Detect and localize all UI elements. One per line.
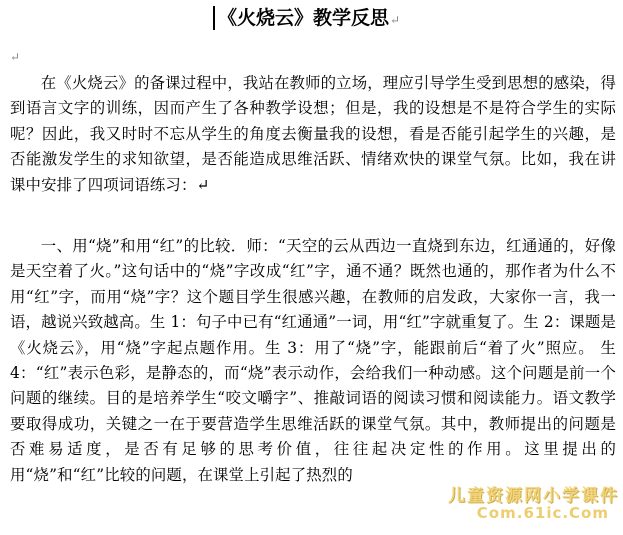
paragraph-mark-icon: ↵ [10,50,21,64]
body-paragraph-1: 在《火烧云》的备课过程中，我站在教师的立场，理应引导学生受到思想的感染，得到语言文字的训练，因而产生了各种教学设想；但是，我的设想是不是符合学生的实际呢？因此，我又时时不忘从学生的角度去衡量我的设想，看是否能引起学生的兴趣，是否能激发学生的求知欲望，是否能造成思维活跃、情绪欢快的课堂气氛。比如，我在讲课中安排了四项词语练习：↵ [10,74,616,194]
document-title [218,5,400,33]
watermark-logo [419,481,619,529]
body-paragraph-2: 一、用“烧”和用“红”的比较．师：“天空的云从西边一直烧到东边，红通通的，好像是天空着了火。”这句话中的“烧”字改成“红”字，通不通？既然也通的，那作者为什么不用“红”字，而用“烧”字？这个题目学生很感兴趣，在教师的启发政，大家你一言，我一语，越说兴致越高。生 1：句子中已有“红通通”一词，用“红”字就重复了。生 2：课题是《火烧云》，用“烧”字起点题作用。生 3：用了“烧”字，能跟前后“着了火”照应。 生 4：“红”表示色彩，是静态的，而“烧”表示动作，会给我们一种动感。这个问题是前一个问题的继续。目的是培养学生“咬文嚼字”、推敲词语的阅读习惯和阅读能力。语文教学要取得成功，关键之一在于要营造学生思维活跃的课堂气氛。其中，教师提出的问题是否难易适度，是否有足够的思考价值，往往起决定性的作用。这里提出的用“烧”和“红”比较的问题，在课堂上引起了热烈的 [10,237,616,484]
paragraph-mark-icon: ↵ [390,13,401,27]
watermark-site-name: 儿童资源网小学课件 [448,486,619,506]
title-text: 《火烧云》教学反思 [218,7,390,29]
watermark-domain: Com.61ic.Com [476,504,609,522]
text-cursor [213,6,215,30]
